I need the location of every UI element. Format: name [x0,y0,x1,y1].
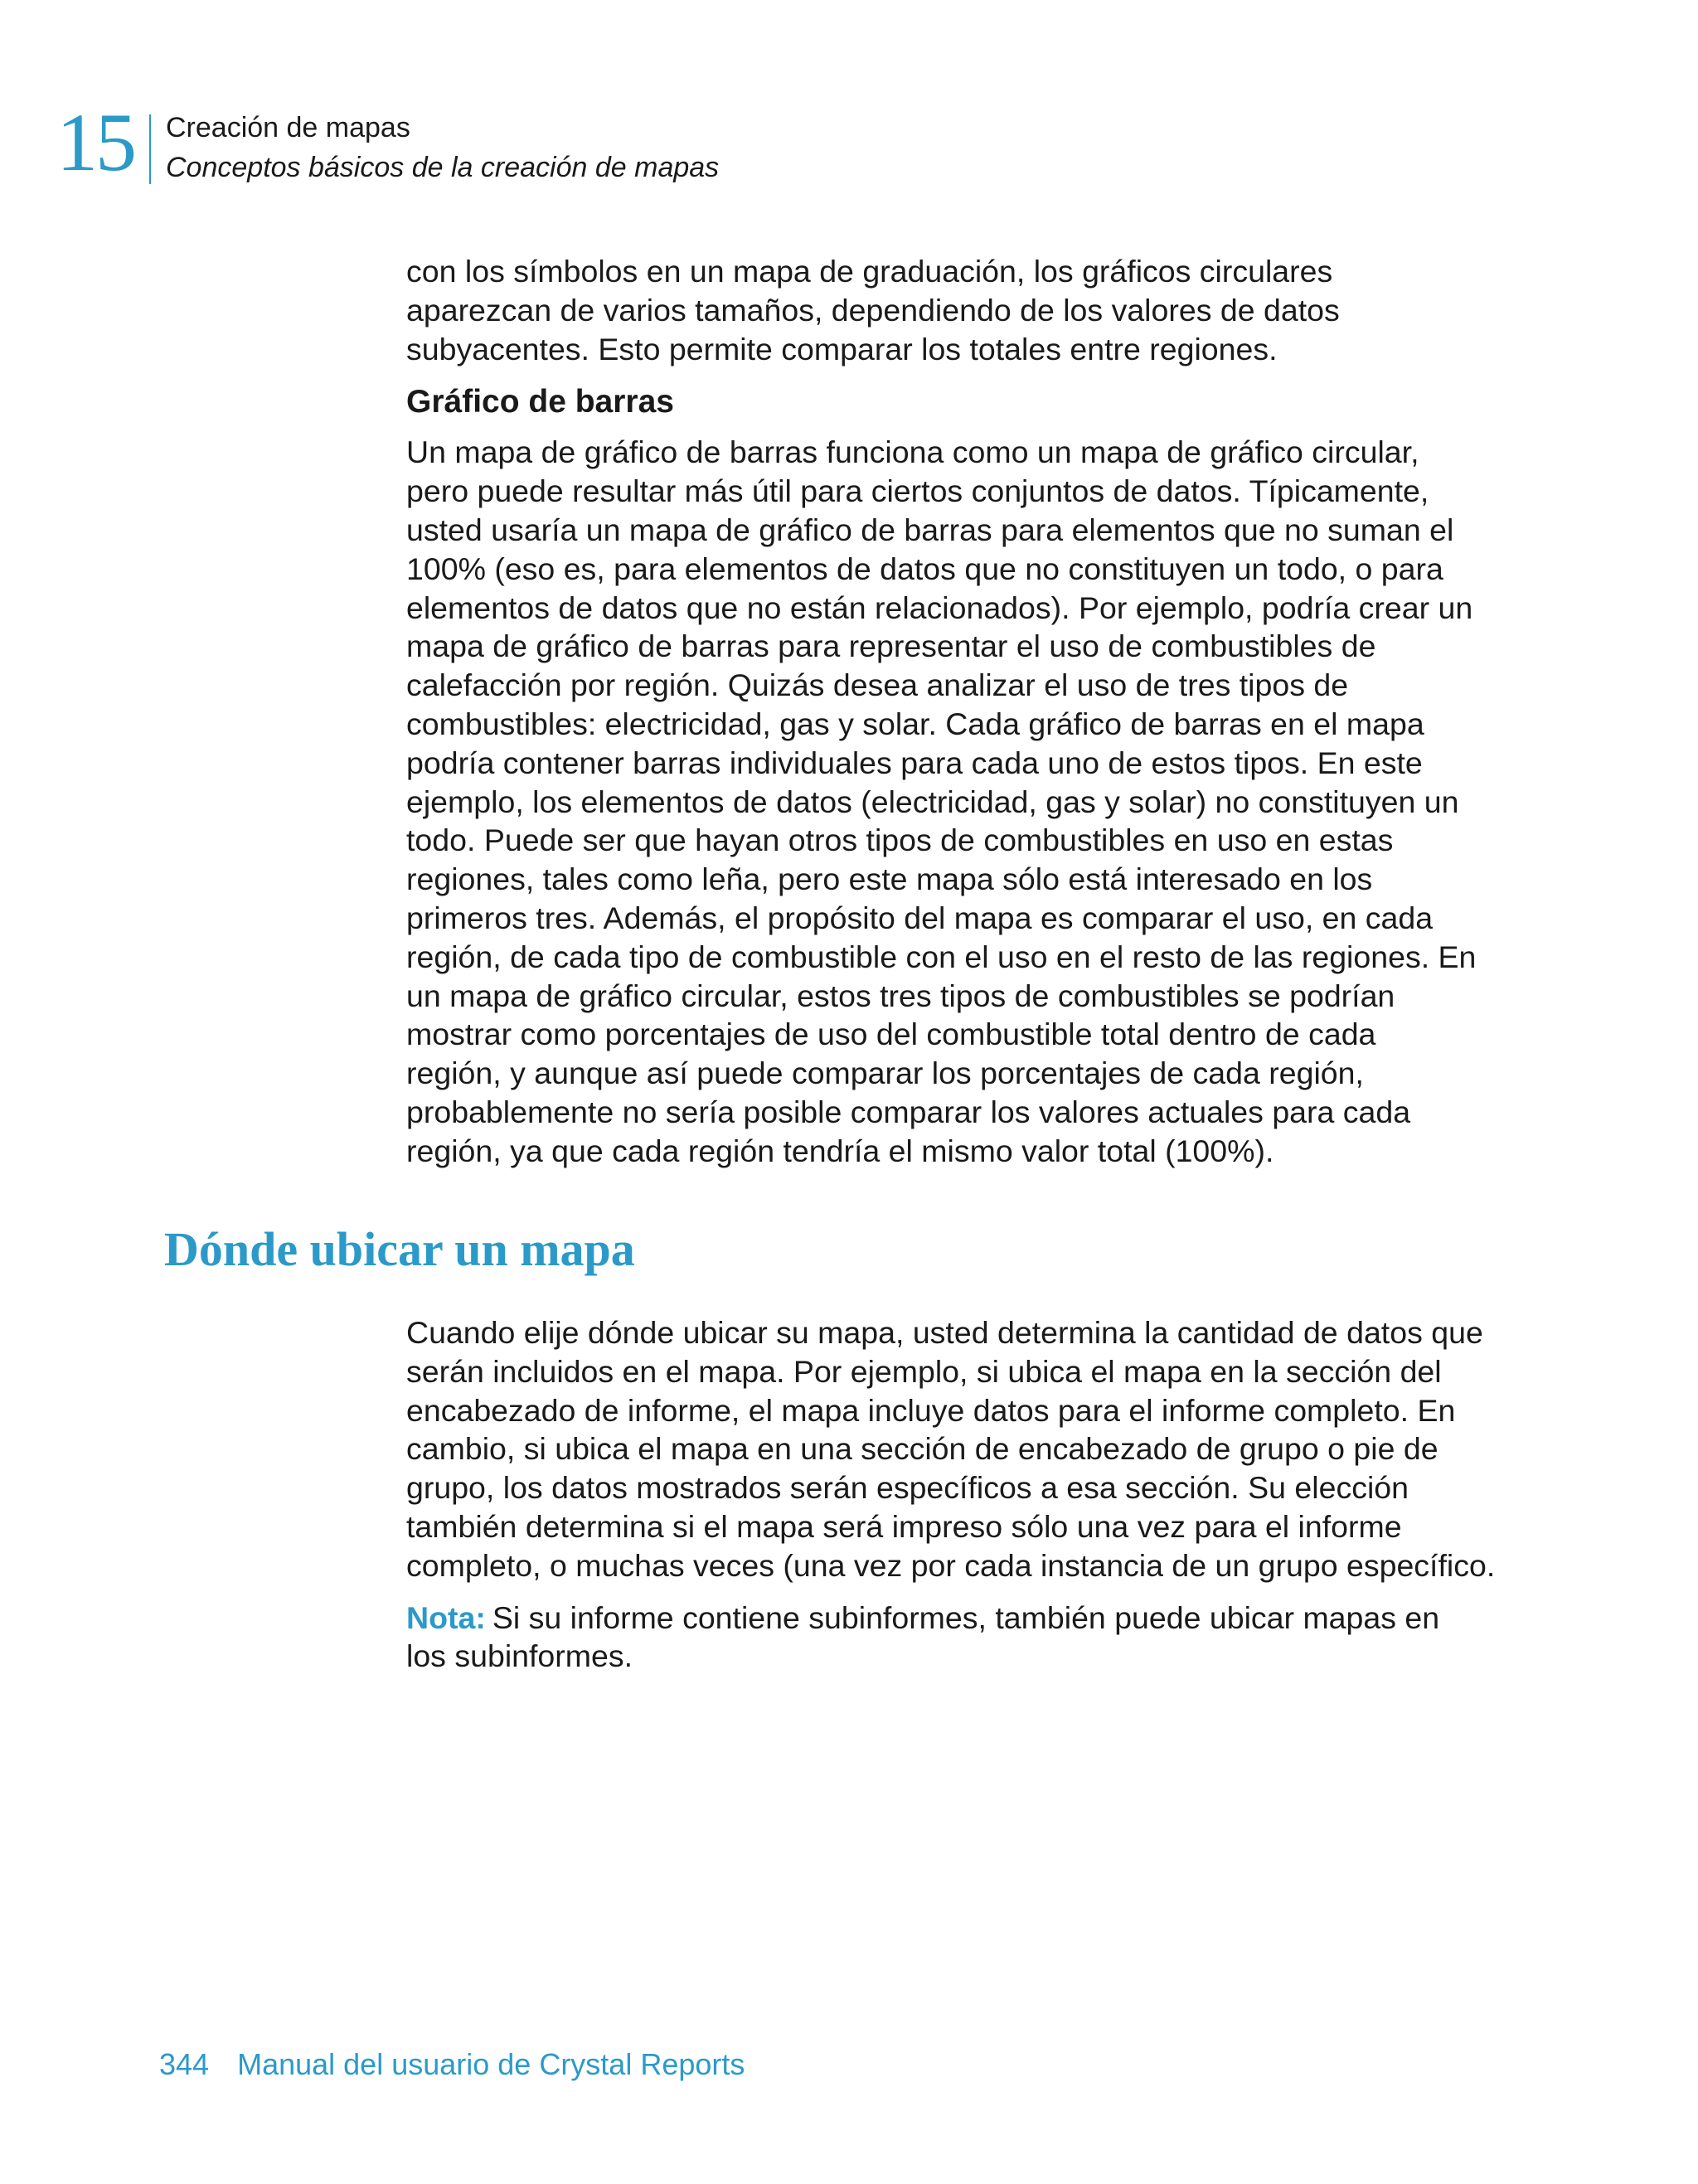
text-line: 100% (eso es, para elementos de datos que no constituyen un todo, o para [406,551,1443,586]
location-content [406,1313,1517,1689]
text-line: usted usaría un mapa de gráfico de barras para elementos que no suman el [406,512,1454,547]
header-divider [149,114,151,184]
text-line: serán incluidos en el mapa. Por ejemplo, si ubica el mapa en la sección del [406,1353,1442,1389]
text-line: también determina si el mapa será impreso sólo una vez para el informe [406,1508,1402,1544]
text-line: región, ya que cada región tendría el mismo valor total (100%). [406,1133,1274,1168]
note-paragraph [406,1599,1517,1677]
text-line: cambio, si ubica el mapa en una sección de encabezado de grupo o pie de [406,1431,1438,1467]
note-label: Nota: [406,1599,486,1635]
text-line: aparezcan de varios tamaños, dependiendo de los valores de datos [406,292,1340,328]
text-line: mostrar como porcentajes de uso del combustible total dentro de cada [406,1017,1376,1052]
page-footer [159,2046,745,2083]
note-text: Si su informe contiene subinformes, también puede ubicar mapas en [492,1599,1440,1635]
text-line: combustibles: electricidad, gas y solar. Cada gráfico de barras en el mapa [406,706,1424,741]
text-line: subyacentes. Esto permite comparar los totales entre regiones. [406,331,1278,366]
text-line: ejemplo, los elementos de datos (electricidad, gas y solar) no constituyen un [406,784,1459,819]
text-line: regiones, tales como leña, pero este mapa sólo está interesado en los [406,861,1373,897]
text-line: con los símbolos en un mapa de graduación, los gráficos circulares [406,254,1333,289]
note-line [406,1599,1517,1638]
text-line: calefacción por región. Quizás desea analizar el uso de tres tipos de [406,667,1349,703]
text-line: probablemente no sería posible comparar los valores actuales para cada [406,1094,1411,1129]
page-number: 344 [159,2047,210,2081]
text-line: mapa de gráfico de barras para representar el uso de combustibles de [406,629,1376,664]
text-line: encabezado de informe, el mapa incluye datos para el informe completo. En [406,1392,1456,1428]
main-content [406,252,1517,1184]
text-line: Cuando elije dónde ubicar su mapa, usted determina la cantidad de datos que [406,1315,1483,1350]
text-line: un mapa de gráfico circular, estos tres tipos de combustibles se podrían [406,978,1395,1013]
text-line: región, y aunque así puede comparar los porcentajes de cada región, [406,1056,1364,1091]
text-line: completo, o muchas veces (una vez por cada instancia de un grupo específico. [406,1547,1496,1583]
text-line: los subinformes. [406,1638,633,1674]
text-line: pero puede resultar más útil para ciertos conjuntos de datos. Típicamente, [406,473,1429,509]
text-line: todo. Puede ser que hayan otros tipos de combustibles en uso en estas [406,823,1394,858]
chapter-number: 15 [56,96,134,188]
location-heading: Dónde ubicar un mapa [164,1222,635,1276]
text-line: grupo, los datos mostrados serán específicos a esa sección. Su elección [406,1470,1409,1506]
text-line: Un mapa de gráfico de barras funciona como un mapa de gráfico circular, [406,434,1419,470]
text-line: elementos de datos que no están relacionados). Por ejemplo, podría crear un [406,590,1473,625]
intro-paragraph [406,252,1517,368]
chapter-title: Creación de mapas [166,112,410,143]
text-line: primeros tres. Además, el propósito del mapa es comparar el uso, en cada [406,900,1434,935]
text-line: podría contener barras individuales para cada uno de estos tipos. En este [406,745,1423,780]
text-line: región, de cada tipo de combustible con el uso en el resto de las regiones. En [406,939,1477,974]
location-paragraph [406,1313,1517,1585]
manual-title: Manual del usuario de Crystal Reports [237,2047,745,2081]
bar-chart-heading: Gráfico de barras [406,384,674,420]
section-title: Conceptos básicos de la creación de mapas [166,152,720,183]
bar-chart-paragraph [406,433,1517,1170]
